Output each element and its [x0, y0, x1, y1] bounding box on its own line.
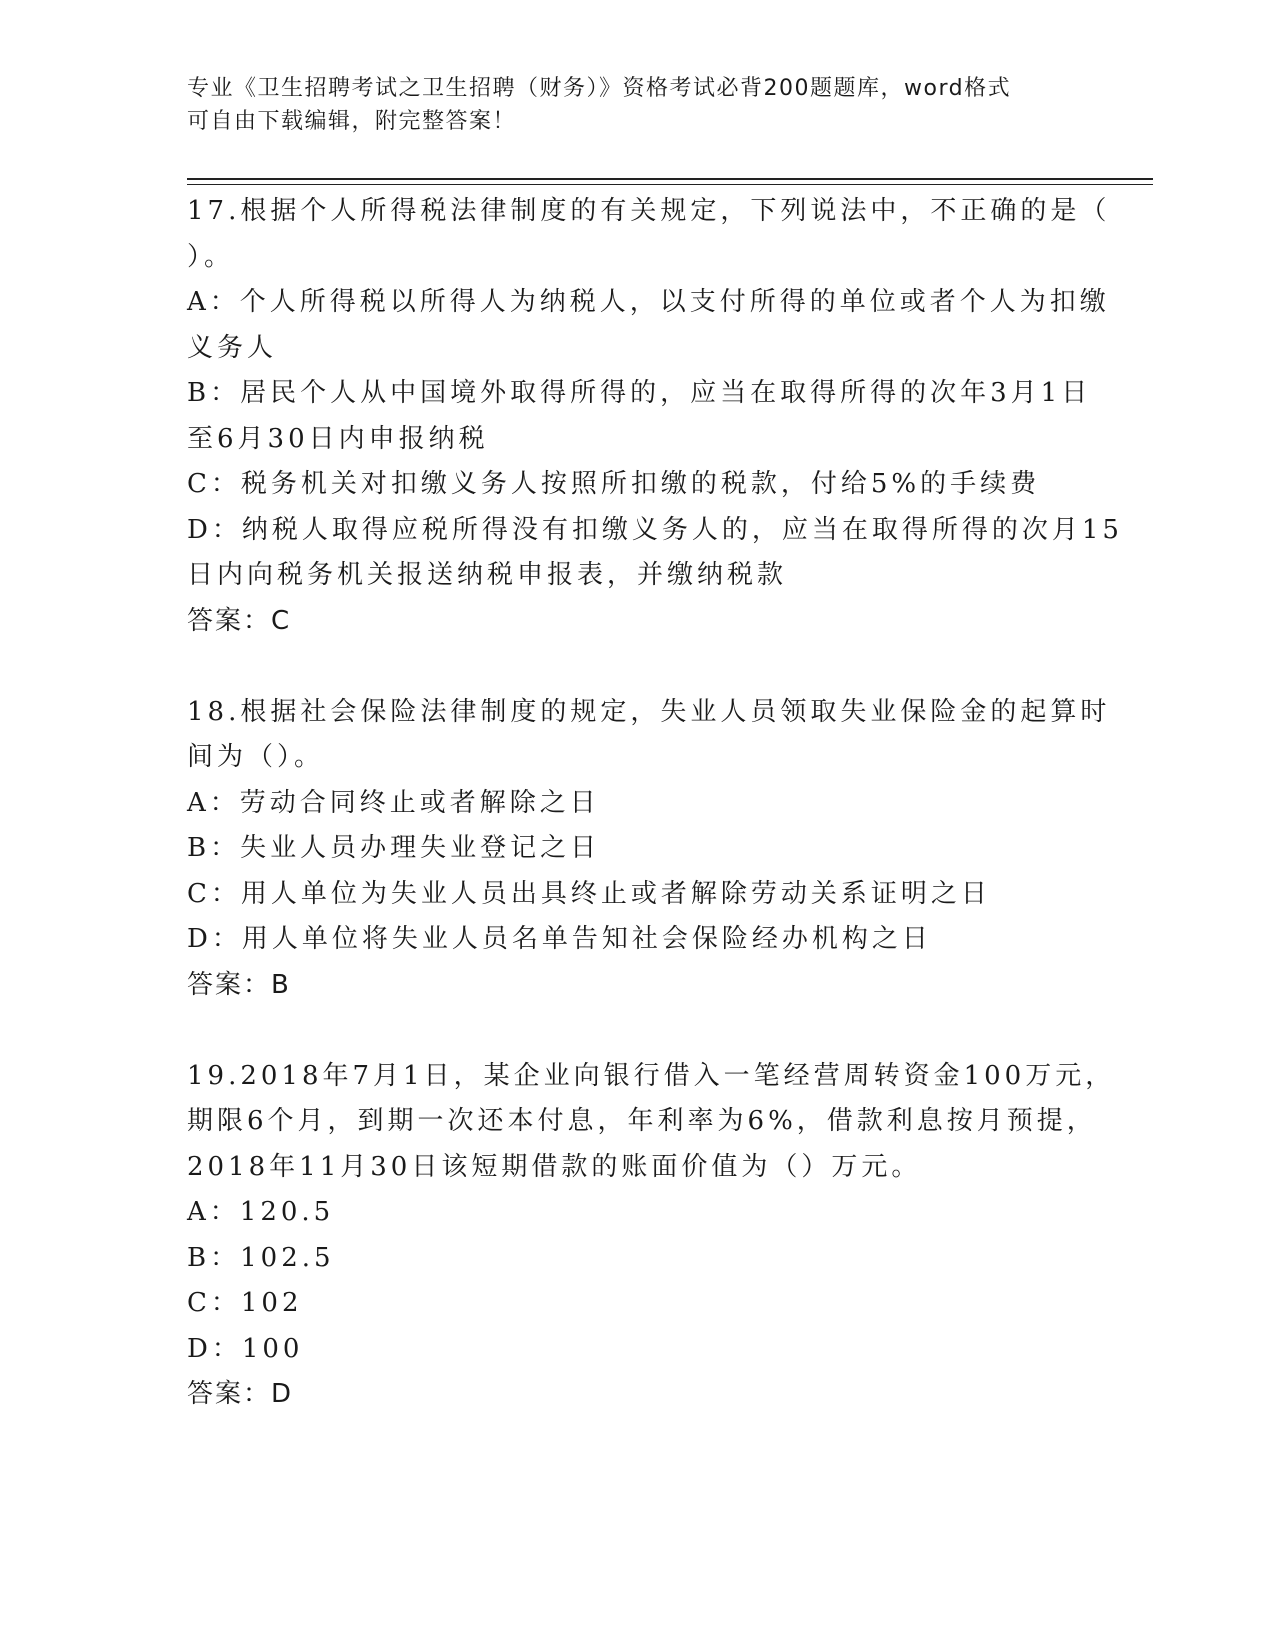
option-b: B：失业人员办理失业登记之日	[187, 833, 601, 863]
option-a: 义务人	[187, 332, 278, 363]
question-stem: 期限6个月，到期一次还本付息，年利率为6%，借款利息按月预提，	[187, 1106, 1097, 1136]
option-a: A：个人所得税以所得人为纳税人，以支付所得的单位或者个人为扣缴	[187, 287, 1110, 317]
header-divider-thick	[187, 178, 1153, 180]
option-a: A：120.5	[187, 1197, 335, 1227]
spacer	[187, 1008, 1087, 1054]
question-list	[187, 189, 1123, 1418]
header-line-1: 专业《卫生招聘考试之卫生招聘（财务）》资格考试必背200题题库，word格式	[187, 76, 1012, 101]
question-stem: 18.根据社会保险法律制度的规定，失业人员领取失业保险金的起算时	[187, 696, 1111, 727]
document-header	[187, 72, 1067, 138]
option-b: B：居民个人从中国境外取得所得的，应当在取得所得的次年3月1日	[187, 378, 1092, 408]
option-d: D：用人单位将失业人员名单告知社会保险经办机构之日	[187, 924, 932, 954]
option-d: D：纳税人取得应税所得没有扣缴义务人的，应当在取得所得的次月15	[187, 514, 1123, 545]
option-b: B：102.5	[187, 1242, 335, 1273]
option-d: D：100	[187, 1333, 304, 1364]
question-stem: ）。	[187, 241, 235, 272]
question-stem: 17.根据个人所得税法律制度的有关规定，下列说法中，不正确的是（	[187, 196, 1111, 226]
header-divider-thin	[187, 184, 1153, 185]
question-block	[187, 1054, 1116, 1418]
answer-label: 答案：C	[187, 605, 292, 636]
option-b: 至6月30日内申报纳税	[187, 423, 489, 454]
question-block	[187, 690, 1111, 1009]
option-a: A：劳动合同终止或者解除之日	[187, 787, 600, 818]
question-stem: 19.2018年7月1日，某企业向银行借入一笔经营周转资金100万元，	[187, 1060, 1116, 1091]
question-stem: 2018年11月30日该短期借款的账面价值为（）万元。	[187, 1151, 922, 1182]
answer-label: 答案：D	[187, 1379, 294, 1409]
option-c: C：102	[187, 1288, 303, 1318]
option-c: C：用人单位为失业人员出具终止或者解除劳动关系证明之日	[187, 878, 991, 909]
question-stem: 间为（）。	[187, 742, 325, 772]
option-d: 日内向税务机关报送纳税申报表，并缴纳税款	[187, 560, 788, 590]
option-c: C：税务机关对扣缴义务人按照所扣缴的税款，付给5%的手续费	[187, 469, 1041, 499]
spacer	[187, 644, 1087, 690]
question-block	[187, 189, 1123, 644]
answer-label: 答案：B	[187, 969, 291, 1000]
header-line-2: 可自由下载编辑，附完整答案！	[187, 109, 517, 134]
